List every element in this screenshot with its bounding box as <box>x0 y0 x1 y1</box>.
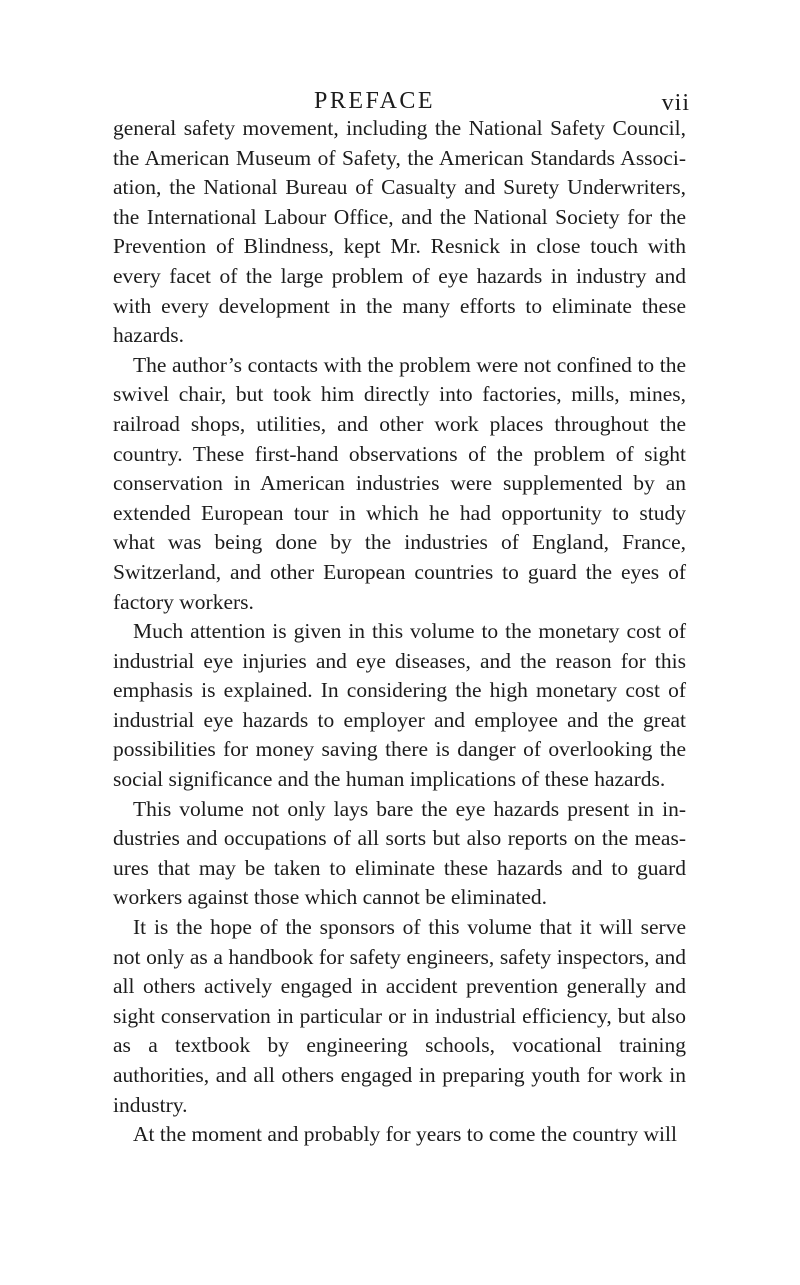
body-text <box>113 114 686 1150</box>
paragraph-4: This volume not only lays bare the eye hazards present in industries and occupations of all sorts but also reports on the measures that may be taken to eliminate these hazards and to guard workers against those which cannot be eliminated. <box>113 796 686 910</box>
page-number: vii <box>661 90 690 116</box>
paragraph-6: At the moment and probably for years to come the country will <box>133 1122 677 1147</box>
page-title: PREFACE <box>314 88 436 114</box>
paragraph-3: Much attention is given in this volume to the monetary cost of industrial eye injuries and eye diseases, and the reason for this emphasis is explained. In considering the high monetary cost of industrial eye hazards to employer and employee and the great possibilities for money saving there is danger of overlooking the social significance and the human implications of these hazards. <box>113 619 686 792</box>
paragraph-1: general safety movement, including the National Safety Council, the American Museum of Safety, the American Standards Association, the National Bureau of Casualty and Surety Underwriters, the International Labour Office, and the National Society for the Prevention of Blindness, kept Mr. Resnick in close touch with every facet of the large problem of eye hazards in industry and with every development in the many efforts to eliminate these hazards. <box>113 116 686 348</box>
paragraph-5: It is the hope of the sponsors of this volume that it will serve not only as a handbook for safety engineers, safety inspectors, and all others actively engaged in accident prevention generally and sight conservation in particular or in industrial efficiency, but also as a textbook by engineering schools, vocational training authorities, and all others engaged in preparing youth for work in industry. <box>113 915 686 1117</box>
paragraph-2: The author’s contacts with the problem were not confined to the swivel chair, but took him directly into factories, mills, mines, railroad shops, utilities, and other work places throughout the country. These first-hand observations of the problem of sight conservation in American industries were supplemented by an extended European tour in which he had opportunity to study what was being done by the industries of England, France, Switzerland, and other European countries to guard the eyes of factory workers. <box>113 352 686 614</box>
